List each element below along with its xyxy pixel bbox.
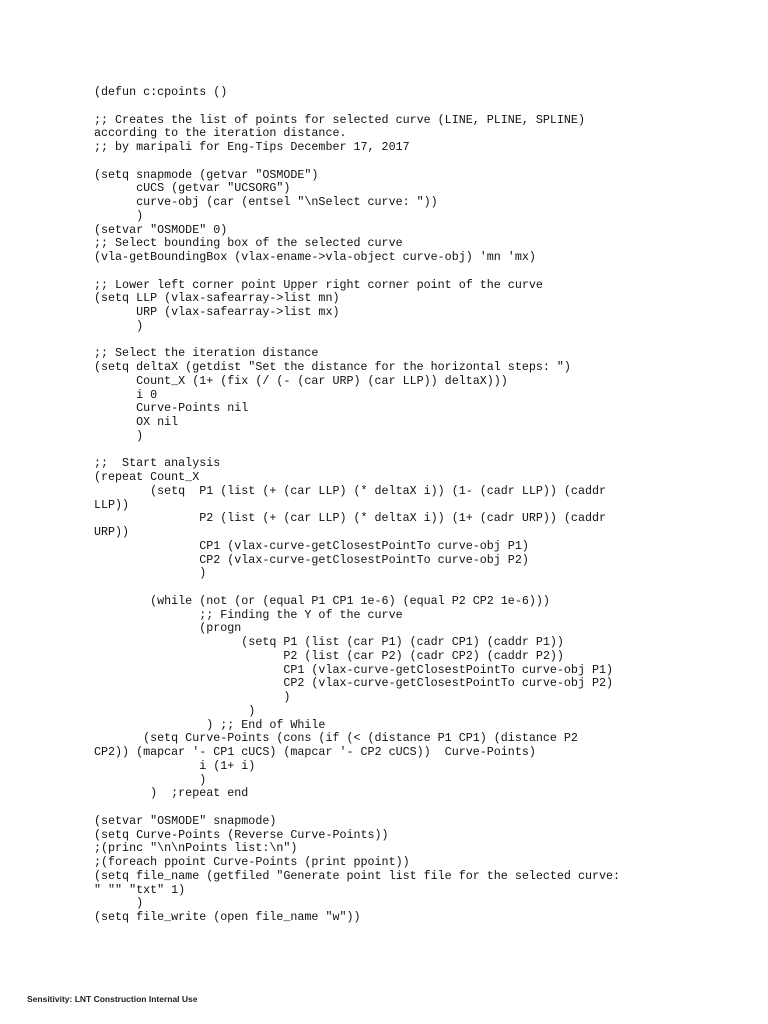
code-line: curve-obj (car (entsel "\nSelect curve: ")) xyxy=(94,195,438,209)
code-line xyxy=(94,581,714,595)
code-line: ) xyxy=(94,318,144,333)
code-line: (defun c:cpoints () xyxy=(94,85,228,99)
code-line: ;; Finding the Y of the curve xyxy=(94,607,403,622)
code-line: (setq LLP (vlax-safearray->list mn) xyxy=(94,291,340,306)
code-line: according to the iteration distance. xyxy=(94,126,347,141)
code-line: URP)) xyxy=(94,525,130,539)
code-line: P2 (list (+ (car LLP) (* deltaX i)) (1+ (cadr URP)) (caddr xyxy=(94,511,606,526)
code-line: CP2 (vlax-curve-getClosestPointTo curve-obj P2) xyxy=(94,676,614,691)
code-block xyxy=(94,86,714,925)
code-line: OX nil xyxy=(94,415,179,429)
code-line: URP (vlax-safearray->list mx) xyxy=(94,305,340,319)
code-line: CP2 (vlax-curve-getClosestPointTo curve-obj P2) xyxy=(94,552,529,567)
code-line xyxy=(94,100,714,114)
code-line: i 0 xyxy=(94,387,158,402)
code-line: Count_X (1+ (fix (/ (- (car URP) (car LLP)) deltaX))) xyxy=(94,373,508,388)
code-line xyxy=(94,265,714,279)
code-line: (vla-getBoundingBox (vlax-ename->vla-object curve-obj) 'mn 'mx) xyxy=(94,250,536,264)
code-line: ;; Lower left corner point Upper right corner point of the curve xyxy=(94,277,543,292)
sensitivity-footer: Sensitivity: LNT Construction Internal Use xyxy=(27,994,198,1004)
code-line: (setq file_write (open file_name "w")) xyxy=(94,910,361,924)
code-line: (setq deltaX (getdist "Set the distance for the horizontal steps: ") xyxy=(94,360,571,374)
code-line: ) xyxy=(94,208,144,223)
code-line: ) xyxy=(94,566,207,581)
code-line: ;(princ "\n\nPoints list:\n") xyxy=(94,841,298,856)
code-line: CP2)) (mapcar '- CP1 cUCS) (mapcar '- CP2 cUCS)) Curve-Points) xyxy=(94,745,536,759)
code-line: i (1+ i) xyxy=(94,758,256,773)
code-line: ) xyxy=(94,690,291,704)
code-line: (setq snapmode (getvar "OSMODE") xyxy=(94,167,319,182)
code-line: (setq Curve-Points (Reverse Curve-Points)) xyxy=(94,827,389,842)
code-line: cUCS (getvar "UCSORG") xyxy=(94,181,291,196)
code-line: (setvar "OSMODE" 0) xyxy=(94,222,228,237)
code-line: ;; Creates the list of points for selected curve (LINE, PLINE, SPLINE) xyxy=(94,112,585,127)
code-line: CP1 (vlax-curve-getClosestPointTo curve-obj P1) xyxy=(94,538,529,553)
code-line: (progn xyxy=(94,621,242,636)
code-line xyxy=(94,334,714,348)
code-line: (setq P1 (list (car P1) (cadr CP1) (caddr P1)) xyxy=(94,635,564,649)
code-line: ) xyxy=(94,772,207,787)
code-line: (setq Curve-Points (cons (if (< (distance P1 CP1) (distance P2 xyxy=(94,731,578,746)
code-line xyxy=(94,444,714,458)
code-line: ) ;; End of While xyxy=(94,717,326,732)
code-line: ;; Select the iteration distance xyxy=(94,346,319,361)
code-line: (setq P1 (list (+ (car LLP) (* deltaX i)) (1- (cadr LLP)) (caddr xyxy=(94,483,606,498)
code-line: LLP)) xyxy=(94,497,130,512)
code-line: ) xyxy=(94,428,144,443)
code-line: ;; by maripali for Eng-Tips December 17, 2017 xyxy=(94,140,410,154)
code-line: CP1 (vlax-curve-getClosestPointTo curve-obj P1) xyxy=(94,662,614,677)
code-line: (repeat Count_X xyxy=(94,470,200,484)
code-line: (setq file_name (getfiled "Generate point list file for the selected curve: xyxy=(94,868,621,883)
code-line: ;; Select bounding box of the selected curve xyxy=(94,236,403,251)
code-line: ) xyxy=(94,896,144,911)
code-line: (while (not (or (equal P1 CP1 1e-6) (equal P2 CP2 1e-6))) xyxy=(94,593,550,608)
code-line: ) xyxy=(94,703,256,718)
code-line: Curve-Points nil xyxy=(94,401,249,416)
code-line xyxy=(94,801,714,815)
code-line: P2 (list (car P2) (cadr CP2) (caddr P2)) xyxy=(94,648,564,663)
code-line xyxy=(94,155,714,169)
code-line: " "" "txt" 1) xyxy=(94,882,186,897)
code-line: ) ;repeat end xyxy=(94,786,249,801)
code-line: ;; Start analysis xyxy=(94,456,221,471)
code-line: (setvar "OSMODE" snapmode) xyxy=(94,813,277,828)
code-line: ;(foreach ppoint Curve-Points (print ppoint)) xyxy=(94,855,410,869)
